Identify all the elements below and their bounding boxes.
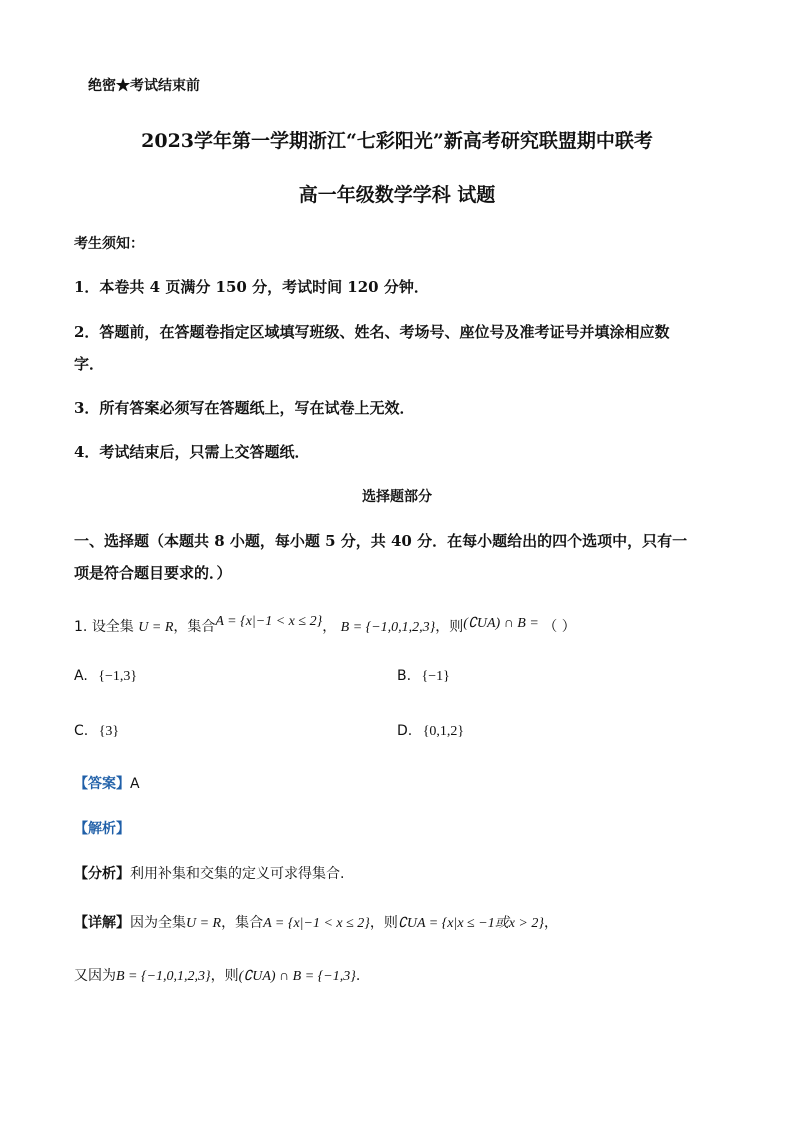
option-c-value: {3} bbox=[98, 724, 120, 739]
notice-item-2-cont: 字． bbox=[74, 355, 105, 373]
confidential-label: 绝密★考试结束前 bbox=[88, 78, 200, 94]
option-d-value: {0,1,2} bbox=[422, 724, 465, 739]
xiangjie-tag: 【详解】 bbox=[74, 915, 130, 931]
notice-item-4: 4．考试结束后，只需上交答题纸． bbox=[74, 443, 310, 461]
exam-title: 2023学年第一学期浙江“七彩阳光”新高考研究联盟期中联考 bbox=[141, 130, 653, 152]
answer-tag: 【答案】 bbox=[74, 776, 130, 792]
option-b bbox=[397, 668, 450, 685]
notice-item-1: 1．本卷共 4 页满分 150 分，考试时间 120 分钟． bbox=[74, 278, 429, 296]
fenxi-tag: 【分析】 bbox=[74, 866, 130, 882]
notice-item-2: 2．答题前，在答题卷指定区域填写班级、姓名、考场号、座位号及准考证号并填涂相应数 bbox=[74, 323, 670, 341]
option-d-label: D. bbox=[397, 723, 413, 739]
analysis-line bbox=[74, 818, 130, 838]
line2-text-b: ，则 bbox=[210, 968, 239, 984]
line2-set-b: B = {−1,0,1,2,3} bbox=[116, 969, 211, 984]
q1-text-a: 设全集 bbox=[91, 619, 134, 635]
exam-subtitle: 高一年级数学学科 试题 bbox=[298, 184, 496, 206]
answer-value: A bbox=[130, 776, 140, 792]
option-c bbox=[74, 723, 119, 740]
xiangjie-complement: ∁UA = {x|x ≤ −1或x > 2} bbox=[397, 916, 544, 931]
section-instruction-2: 项是符合题目要求的．） bbox=[74, 564, 232, 582]
xiangjie-text-b: ，集合 bbox=[221, 915, 264, 931]
q1-universal-set: U = R bbox=[138, 620, 174, 635]
option-c-label: C. bbox=[74, 723, 89, 739]
notice-heading: 考生须知： bbox=[74, 236, 144, 252]
xiangjie-end: ， bbox=[543, 915, 558, 931]
option-b-value: {−1} bbox=[421, 669, 450, 684]
section-instruction-1: 一、选择题（本题共 8 小题，每小题 5 分，共 40 分．在每小题给出的四个选项中，只有一 bbox=[74, 532, 688, 550]
xiangjie-text-c: ，则 bbox=[369, 915, 398, 931]
xiangjie-text-a: 因为全集 bbox=[130, 915, 186, 931]
line2-text-a: 又因为 bbox=[74, 968, 116, 984]
notice-item-3: 3．所有答案必须写在答题纸上，写在试卷上无效． bbox=[74, 399, 415, 417]
q1-sep: ， bbox=[322, 619, 337, 635]
xiangjie-line-2 bbox=[74, 965, 360, 985]
option-a-value: {−1,3} bbox=[98, 669, 138, 684]
q1-text-b: ，集合 bbox=[173, 619, 216, 635]
xiangjie-universal-set: U = R bbox=[186, 916, 222, 931]
question-1-stem bbox=[74, 616, 576, 636]
q1-answer-paren: （ ） bbox=[543, 619, 576, 635]
option-b-label: B. bbox=[397, 668, 412, 684]
xiangjie-set-a: A = {x|−1 < x ≤ 2} bbox=[263, 916, 370, 931]
fenxi-line bbox=[74, 863, 344, 883]
option-d bbox=[397, 723, 464, 740]
answer-line bbox=[74, 773, 140, 793]
q1-expression: (∁UA) ∩ B = bbox=[463, 616, 539, 631]
analysis-tag: 【解析】 bbox=[74, 821, 130, 837]
xiangjie-line bbox=[74, 912, 558, 932]
fenxi-text: 利用补集和交集的定义可求得集合. bbox=[130, 866, 345, 882]
option-a-label: A. bbox=[74, 668, 88, 684]
question-number: 1. bbox=[74, 619, 92, 635]
q1-set-b: B = {−1,0,1,2,3} bbox=[340, 620, 436, 635]
line2-end: . bbox=[355, 968, 361, 984]
q1-text-c: ，则 bbox=[435, 619, 464, 635]
section-title: 选择题部分 bbox=[362, 489, 432, 505]
line2-result: (∁UA) ∩ B = {−1,3} bbox=[238, 969, 356, 984]
option-a bbox=[74, 668, 137, 685]
q1-set-a: A = {x|−1 < x ≤ 2} bbox=[215, 614, 323, 629]
